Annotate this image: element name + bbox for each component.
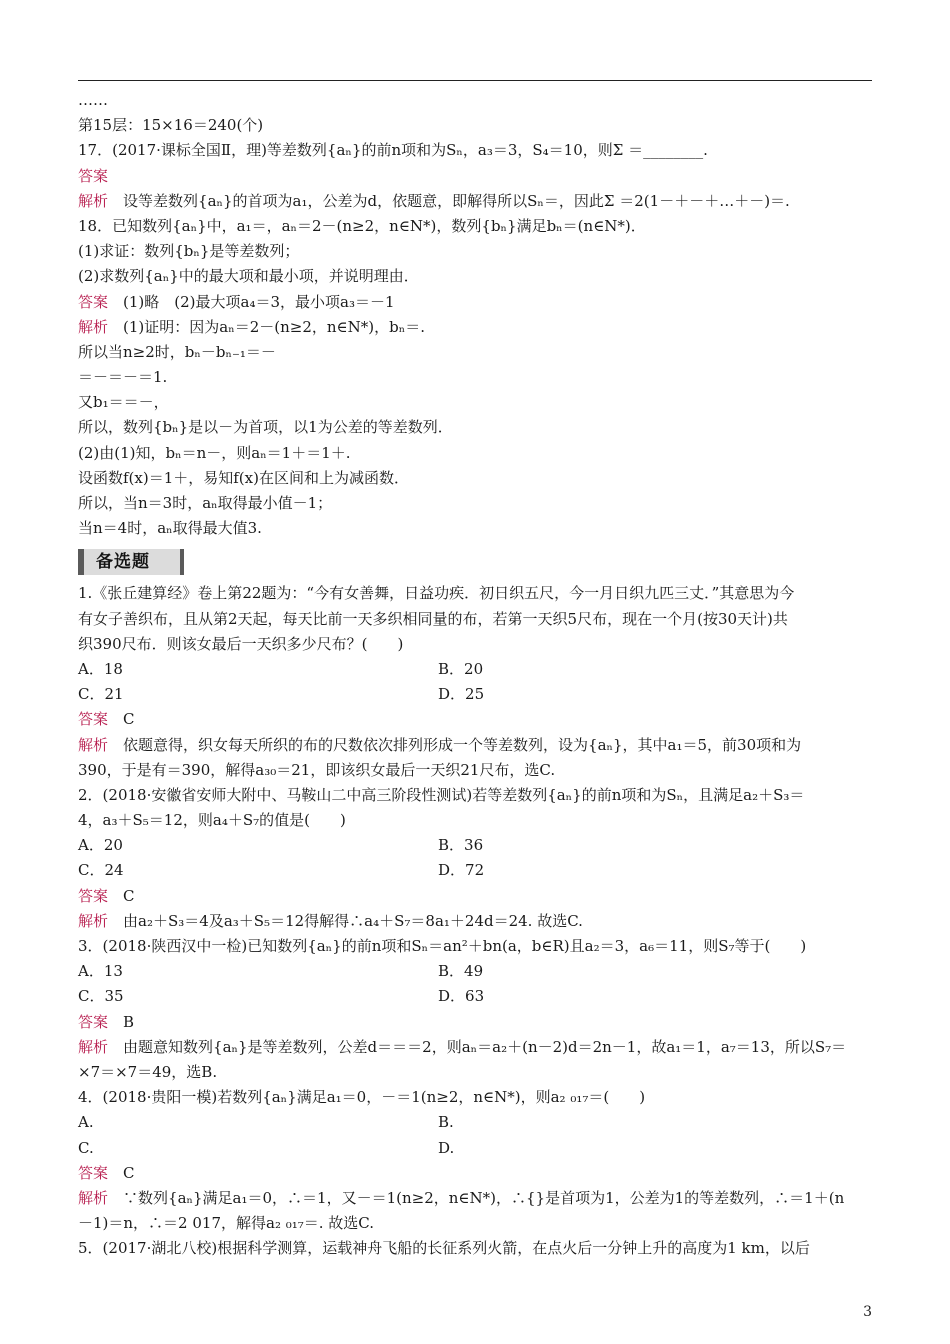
q18-part1: (1)求证：数列{bₙ}是等差数列； — [78, 242, 300, 261]
option-a: A．13 — [78, 962, 123, 981]
b1-options-row — [78, 682, 878, 707]
q18-part2: (2)求数列{aₙ}中的最大项和最小项，并说明理由． — [78, 267, 419, 286]
b3-analysis-first: 由题意知数列{aₙ}是等差数列，公差d＝＝＝2，则aₙ＝a₂＋(n－2)d＝2n－1，故a₁＝1，a₇＝13，所以S₇＝ — [123, 1037, 847, 1056]
b2-answer-text: C — [123, 886, 135, 905]
b4-analysis — [78, 1186, 878, 1211]
b1-options-row — [78, 657, 878, 682]
b2-analysis-first: 由a₂＋S₃＝4及a₃＋S₅＝12得解得∴a₄＋S₇＝8a₁＋24d＝24. 故选C. — [123, 911, 583, 930]
b5-stem-line: 5．(2017·湖北八校)根据科学测算，运载神舟飞船的长征系列火箭，在点火后一分钟上升的高度为1 km，以后 — [78, 1239, 810, 1258]
answer-label: 答案 — [78, 1163, 109, 1182]
q18-line: (2)由(1)知，bₙ＝n－，则aₙ＝1＋＝1＋. — [78, 443, 351, 462]
layer-15-line: 第15层：15×16＝240(个) — [78, 116, 264, 135]
b2-options-row — [78, 858, 878, 883]
b1-analysis-first: 依题意得，织女每天所织的布的尺数依次排列形成一个等差数列，设为{aₙ}，其中a₁＝5，前30项和为 — [123, 735, 802, 754]
b4-analysis-first: ∵数列{aₙ}满足a₁＝0，∴＝1，又－＝1(n≥2，n∈N*)，∴{}是首项为1，公差为1的等差数列，∴＝1＋(n — [123, 1188, 845, 1207]
q18-stem: 18．已知数列{aₙ}中，a₁＝，aₙ＝2－(n≥2，n∈N*)，数列{bₙ}满足bₙ＝(n∈N*)． — [78, 216, 646, 235]
b2-answer — [78, 884, 878, 909]
b3-options-row — [78, 984, 878, 1009]
q17-answer — [78, 164, 878, 189]
b2-analysis — [78, 909, 878, 934]
section-banner — [78, 549, 180, 575]
option-c: C. — [78, 1138, 94, 1157]
answer-label: 答案 — [78, 292, 109, 311]
banner-title: 备选题 — [96, 552, 150, 573]
b3-analysis — [78, 1035, 878, 1060]
b2-options-row — [78, 833, 878, 858]
b3-answer — [78, 1010, 878, 1035]
q17-analysis — [78, 189, 878, 214]
q18-analysis — [78, 315, 878, 340]
b1-analysis-rest: 390，于是有＝390，解得a₃₀＝21，即该织女最后一天织21尺布，选C. — [78, 760, 556, 779]
b1-stem-line: 1.《张丘建算经》卷上第22题为：“今有女善舞，日益功疾．初日织五尺，今一月日织九匹三丈．”其意思为今 — [78, 584, 795, 603]
q18-line: 所以，数列{bₙ}是以－为首项，以1为公差的等差数列． — [78, 418, 453, 437]
analysis-label: 解析 — [78, 911, 109, 930]
page-content — [78, 88, 878, 1261]
q18-line: ＝－＝－＝1. — [78, 368, 168, 387]
b1-analysis — [78, 733, 878, 758]
answer-label: 答案 — [78, 886, 109, 905]
option-d: D. — [438, 1138, 455, 1157]
b3-analysis-rest: ×7＝×7＝49，选B. — [78, 1062, 218, 1081]
q18-answer — [78, 290, 878, 315]
answer-label: 答案 — [78, 710, 109, 729]
b1-stem-line: 织390尺布．则该女最后一天织多少尺布？( ) — [78, 634, 404, 653]
option-a: A．18 — [78, 659, 123, 678]
q17-stem: 17．(2017·课标全国Ⅱ，理)等差数列{aₙ}的前n项和为Sₙ，a₃＝3，S₄＝10，则Σ ＝________. — [78, 141, 708, 160]
b3-answer-text: B — [123, 1012, 135, 1031]
analysis-label: 解析 — [78, 735, 109, 754]
q18-line: 又b₁＝＝－， — [78, 393, 169, 412]
option-d: D．63 — [438, 987, 485, 1006]
q17-analysis-text: 设等差数列{aₙ}的首项为a₁，公差为d，依题意，即解得所以Sₙ＝，因此Σ ＝2(1－＋－＋…＋－)＝. — [123, 191, 790, 210]
option-c: C．35 — [78, 987, 124, 1006]
b4-options-row — [78, 1110, 878, 1135]
option-b: B．49 — [438, 962, 484, 981]
q18-line: 当n＝4时，aₙ取得最大值3. — [78, 519, 262, 538]
q18-line: 所以当n≥2时，bₙ－bₙ₋₁＝－ — [78, 342, 276, 361]
b2-stem-line: 4，a₃＋S₅＝12，则a₄＋S₇的值是( ) — [78, 811, 346, 830]
option-b: B．36 — [438, 836, 484, 855]
b4-stem-line: 4．(2018·贵阳一模)若数列{aₙ}满足a₁＝0，－＝1(n≥2，n∈N*)，则a₂ ₀₁₇＝( ) — [78, 1088, 646, 1107]
analysis-label: 解析 — [78, 317, 109, 336]
header-rule — [78, 80, 872, 81]
b4-options-row — [78, 1136, 878, 1161]
option-c: C．24 — [78, 861, 124, 880]
option-d: D．25 — [438, 685, 485, 704]
b4-answer — [78, 1161, 878, 1186]
option-b: B. — [438, 1113, 454, 1132]
b3-options-row — [78, 959, 878, 984]
b1-stem-line: 有女子善织布，且从第2天起，每天比前一天多织相同量的布，若第一天织5尺布，现在一个月(按30天计)共 — [78, 609, 788, 628]
answer-label: 答案 — [78, 166, 109, 185]
answer-label: 答案 — [78, 1012, 109, 1031]
analysis-label: 解析 — [78, 1188, 109, 1207]
q18-line: 设函数f(x)＝1＋，易知f(x)在区间和上为减函数． — [78, 468, 409, 487]
b1-answer — [78, 707, 878, 732]
b4-analysis-rest: －1)＝n，∴＝2 017，解得a₂ ₀₁₇＝. 故选C. — [78, 1214, 375, 1233]
q18-line: 所以，当n＝3时，aₙ取得最小值－1； — [78, 494, 333, 512]
q18-analysis-first: (1)证明：因为aₙ＝2－(n≥2，n∈N*)，bₙ＝. — [123, 317, 425, 336]
option-d: D．72 — [438, 861, 485, 880]
ellipsis-line: …… — [78, 91, 108, 109]
option-c: C．21 — [78, 685, 124, 704]
b3-stem-line: 3．(2018·陕西汉中一检)已知数列{aₙ}的前n项和Sₙ＝an²＋bn(a，b∈R)且a₂＝3，a₆＝11，则S₇等于( ) — [78, 937, 807, 955]
option-a: A. — [78, 1113, 94, 1132]
analysis-label: 解析 — [78, 1037, 109, 1056]
page-number: 3 — [863, 1304, 872, 1320]
option-a: A．20 — [78, 836, 123, 855]
b1-answer-text: C — [123, 710, 135, 729]
option-b: B．20 — [438, 659, 484, 678]
b2-stem-line: 2．(2018·安徽省安师大附中、马鞍山二中高三阶段性测试)若等差数列{aₙ}的前n项和为Sₙ，且满足a₂＋S₃＝ — [78, 785, 805, 804]
analysis-label: 解析 — [78, 191, 109, 210]
b4-answer-text: C — [123, 1163, 135, 1182]
q18-answer-text: (1)略 (2)最大项a₄＝3，最小项a₃＝－1 — [123, 292, 395, 311]
